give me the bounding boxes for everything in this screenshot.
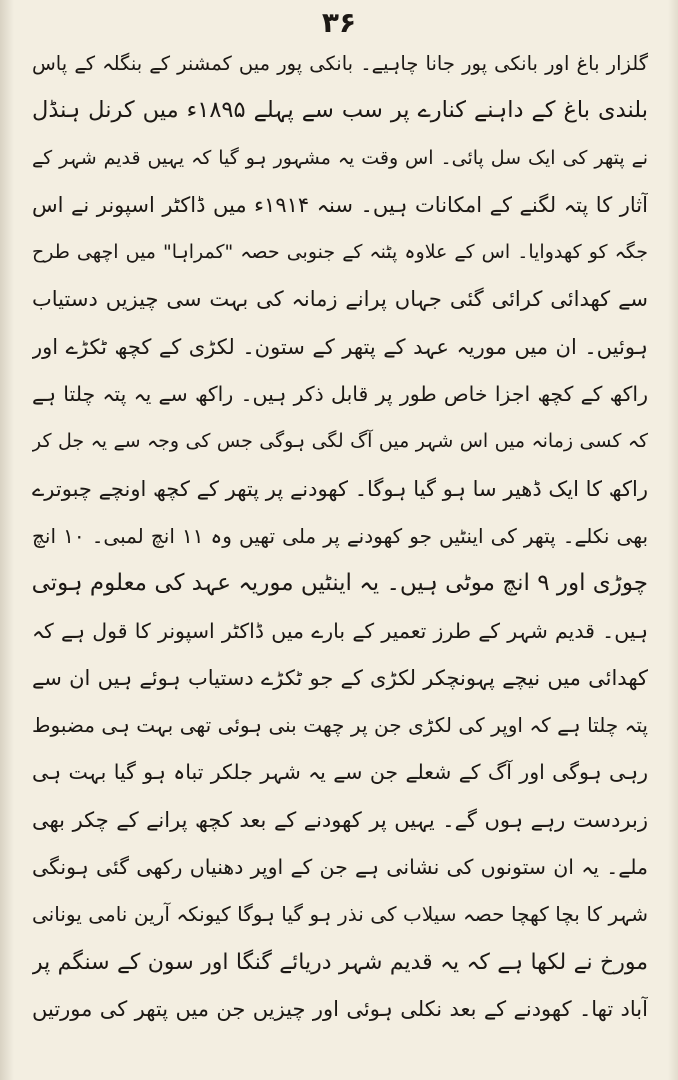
text-line: شہر کا بچا کھچا حصہ سیلاب کی نذر ہو گیا ہوگا کیونکہ آرین نامی یونانی — [32, 902, 648, 927]
body-text — [32, 40, 648, 1033]
text-line: آثار کا پتہ لگنے کے امکانات ہیں۔ سنہ ۱۹۱۴ء میں ڈاکٹر اسپونر نے اس — [32, 192, 648, 217]
text-line: چوڑی اور ۹ انچ موٹی ہیں۔ یہ اینٹیں موریہ عہد کی معلوم ہوتی — [32, 570, 648, 597]
text-line: ہیں۔ قدیم شہر کے طرز تعمیر کے بارے میں ڈاکٹر اسپونر کا قول ہے کہ — [32, 618, 648, 643]
text-line: نے پتھر کی ایک سل پائی۔ اس وقت یہ مشہور ہو گیا کہ یہیں قدیم شہر کے — [32, 146, 648, 169]
scan-edge-right — [668, 0, 678, 1080]
text-line: سے کھدائی کرائی گئی جہاں پرانے زمانہ کی بہت سی چیزیں دستیاب — [32, 287, 648, 312]
text-line: کہ کسی زمانہ میں اس شہر میں آگ لگی ہوگی جس کی وجہ سے یہ جل کر — [32, 430, 648, 453]
text-line: زبردست رہے ہوں گے۔ یہیں پر کھودنے کے بعد کچھ پرانے کے چکر بھی — [32, 807, 648, 832]
text-line: بلندی باغ کے داہنے کنارے پر سب سے پہلے ۱۸۹۵ء میں کرنل ہنڈل — [32, 97, 648, 124]
text-line: مورخ نے لکھا ہے کہ یہ قدیم شہر دریائے گنگا اور سون کے سنگم پر — [32, 949, 648, 975]
text-line: ہوئیں۔ ان میں موریہ عہد کے پتھر کے ستون۔ لکڑی کے کچھ ٹکڑے اور — [32, 334, 648, 359]
text-line: رہی ہوگی اور آگ کے شعلے جن سے یہ شہر جلکر تباہ ہو گیا بہت ہی — [32, 760, 648, 785]
text-line: آباد تھا۔ کھودنے کے بعد نکلی ہوئی اور چیزیں جن میں پتھر کی مورتیں — [32, 996, 648, 1021]
scan-edge-left — [0, 0, 14, 1080]
text-line: گلزار باغ اور بانکی پور جانا چاہیے۔ بانکی پور میں کمشنر کے بنگلہ کے پاس — [32, 52, 648, 75]
page-number: ۳۶ — [321, 6, 357, 39]
text-line: راکھ کا ایک ڈھیر سا ہو گیا ہوگا۔ کھودنے پر پتھر کے کچھ اونچے چبوترے — [32, 476, 648, 501]
text-line: راکھ کے کچھ اجزا خاص طور پر قابل ذکر ہیں۔ راکھ سے یہ پتہ چلتا ہے — [32, 382, 648, 407]
text-line: پتہ چلتا ہے کہ اوپر کی لکڑی جن پر چھت بنی ہوئی تھی بہت ہی مضبوط — [32, 713, 648, 738]
text-line: ملے۔ یہ ان ستونوں کی نشانی ہے جن کے اوپر دھنیاں رکھی گئی ہونگی — [32, 855, 648, 880]
text-line: کھدائی میں نیچے پہونچکر لکڑی کے جو ٹکڑے دستیاب ہوئے ہیں ان سے — [32, 665, 648, 690]
text-line: جگہ کو کھدوایا۔ اس کے علاوہ پٹنہ کے جنوبی حصہ "کمراہا" میں اچھی طرح — [32, 241, 648, 264]
text-line: بھی نکلے۔ پتھر کی اینٹیں جو کھودنے پر ملی تھیں وہ ۱۱ انچ لمبی۔ ۱۰ انچ — [32, 523, 648, 548]
